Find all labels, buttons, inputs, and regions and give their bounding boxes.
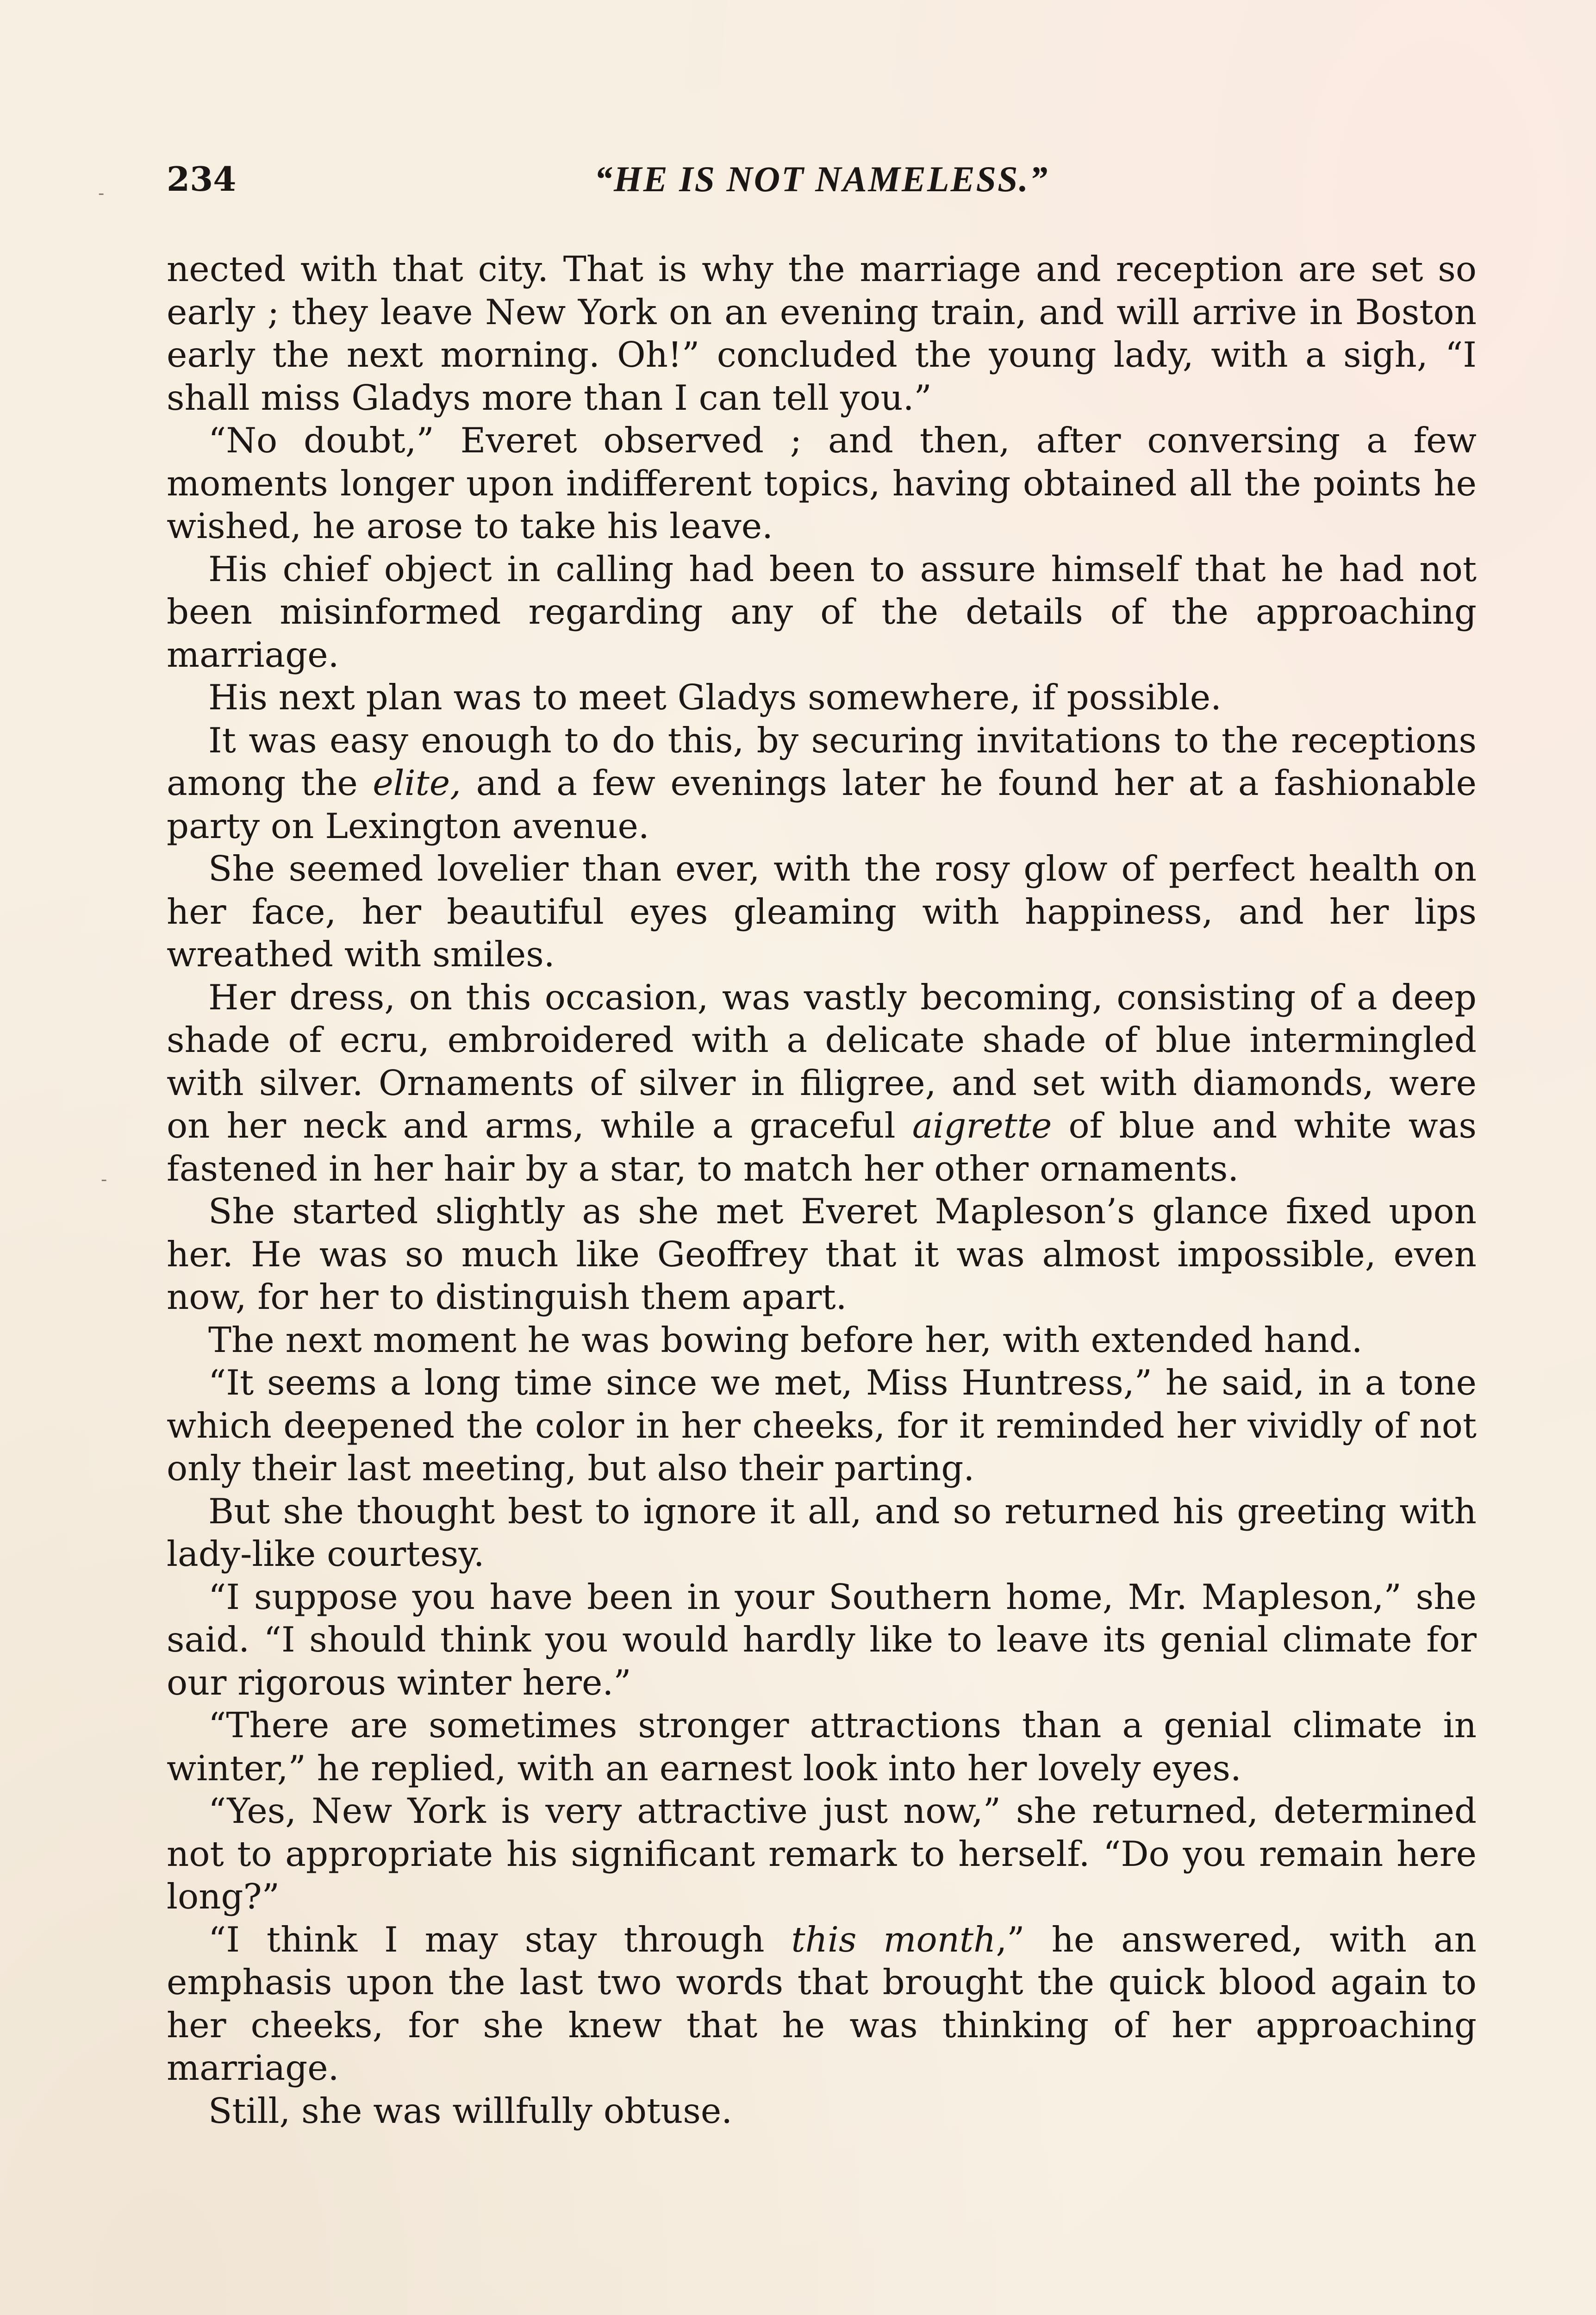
paragraph (167, 248, 1477, 419)
text-segment: “Yes, New York is very attractive just now,” she returned, determined not to appropriate his significant remark to herself. “Do you remain here long?” (167, 1790, 1477, 1917)
text-segment: “I suppose you have been in your Southern home, Mr. Mapleson,” she said. “I should think you would hardly like to leave its genial climate for our rigorous winter here.” (167, 1576, 1477, 1703)
text-segment: But she thought best to ignore it all, and so returned his greeting with lady-like courtesy. (167, 1490, 1477, 1574)
italic-text: this month (791, 1919, 996, 1960)
text-segment: His next plan was to meet Gladys somewhere, if possible. (208, 677, 1222, 718)
page-number: 234 (167, 159, 237, 199)
italic-text: aigrette (912, 1105, 1052, 1146)
margin-mark: - (98, 183, 105, 203)
text-segment: “It seems a long time since we met, Miss Huntress,” he said, in a tone which deepened the color in her cheeks, for it reminded her vividly of not only their last meeting, but also their parting. (167, 1362, 1477, 1489)
margin-mark: - (101, 1169, 107, 1189)
paragraph (167, 1576, 1477, 1704)
paragraph (167, 419, 1477, 548)
body-text (167, 248, 1477, 2132)
paragraph (167, 1918, 1477, 2090)
paragraph (167, 1361, 1477, 1490)
paragraph (167, 1704, 1477, 1789)
text-segment: “There are sometimes stronger attractions than a genial climate in winter,” he replied, with an earnest look into her lovely eyes. (167, 1705, 1477, 1789)
text-segment: She seemed lovelier than ever, with the rosy glow of perfect health on her face, her beautiful eyes gleaming with happiness, and her lips wreathed with smiles. (167, 848, 1477, 975)
paragraph (167, 847, 1477, 976)
text-segment: ,” he answered, with an emphasis upon the last two words that brought the quick blood again to her cheeks, for she knew that he was thinking of her approaching marriage. (167, 1919, 1477, 2088)
running-title: “HE IS NOT NAMELESS.” (594, 159, 1049, 199)
italic-text: elite, (373, 763, 461, 803)
paragraph (167, 2090, 1477, 2133)
paragraph (167, 976, 1477, 1190)
text-segment: and a few evenings later he found her at a fashionable party on Lexington avenue. (167, 763, 1477, 846)
paragraph (167, 1319, 1477, 1362)
paragraph (167, 1490, 1477, 1576)
page-header (167, 154, 1477, 205)
text-segment: nected with that city. That is why the marriage and reception are set so early ; they leave New York on an evening train, and will arrive in Boston early the next morning. Oh!” concluded the young lady, with a sigh, “I shall miss Gladys more than I can tell you.” (167, 249, 1477, 418)
text-segment: of blue and white was fastened in her hair by a star, to match her other ornaments. (167, 1105, 1477, 1189)
text-segment: His chief object in calling had been to assure himself that he had not been misinformed regarding any of the details of the approaching marriage. (167, 548, 1477, 675)
paragraph (167, 1789, 1477, 1918)
text-segment: Her dress, on this occasion, was vastly becoming, consisting of a deep shade of ecru, embroidered with a delicate shade of blue intermingled with silver. Ornaments of silver in filigree, and set with diamonds, were on her neck and arms, while a graceful (167, 976, 1477, 1146)
text-segment: She started slightly as she met Everet Mapleson’s glance fixed upon her. He was so much like Geoffrey that it was almost impossible, even now, for her to distinguish them apart. (167, 1191, 1477, 1317)
text-segment: “I think I may stay through (208, 1919, 792, 1960)
text-segment: “No doubt,” Everet observed ; and then, after conversing a few moments longer upon indifferent topics, having obtained all the points he wished, he arose to take his leave. (167, 420, 1477, 546)
text-segment: It was easy enough to do this, by securing invitations to the receptions among the (167, 720, 1477, 803)
paragraph (167, 1190, 1477, 1319)
paragraph (167, 719, 1477, 848)
paragraph (167, 548, 1477, 676)
paragraph (167, 676, 1477, 719)
text-segment: The next moment he was bowing before her, with extended hand. (208, 1319, 1363, 1360)
text-segment: Still, she was willfully obtuse. (208, 2090, 733, 2131)
